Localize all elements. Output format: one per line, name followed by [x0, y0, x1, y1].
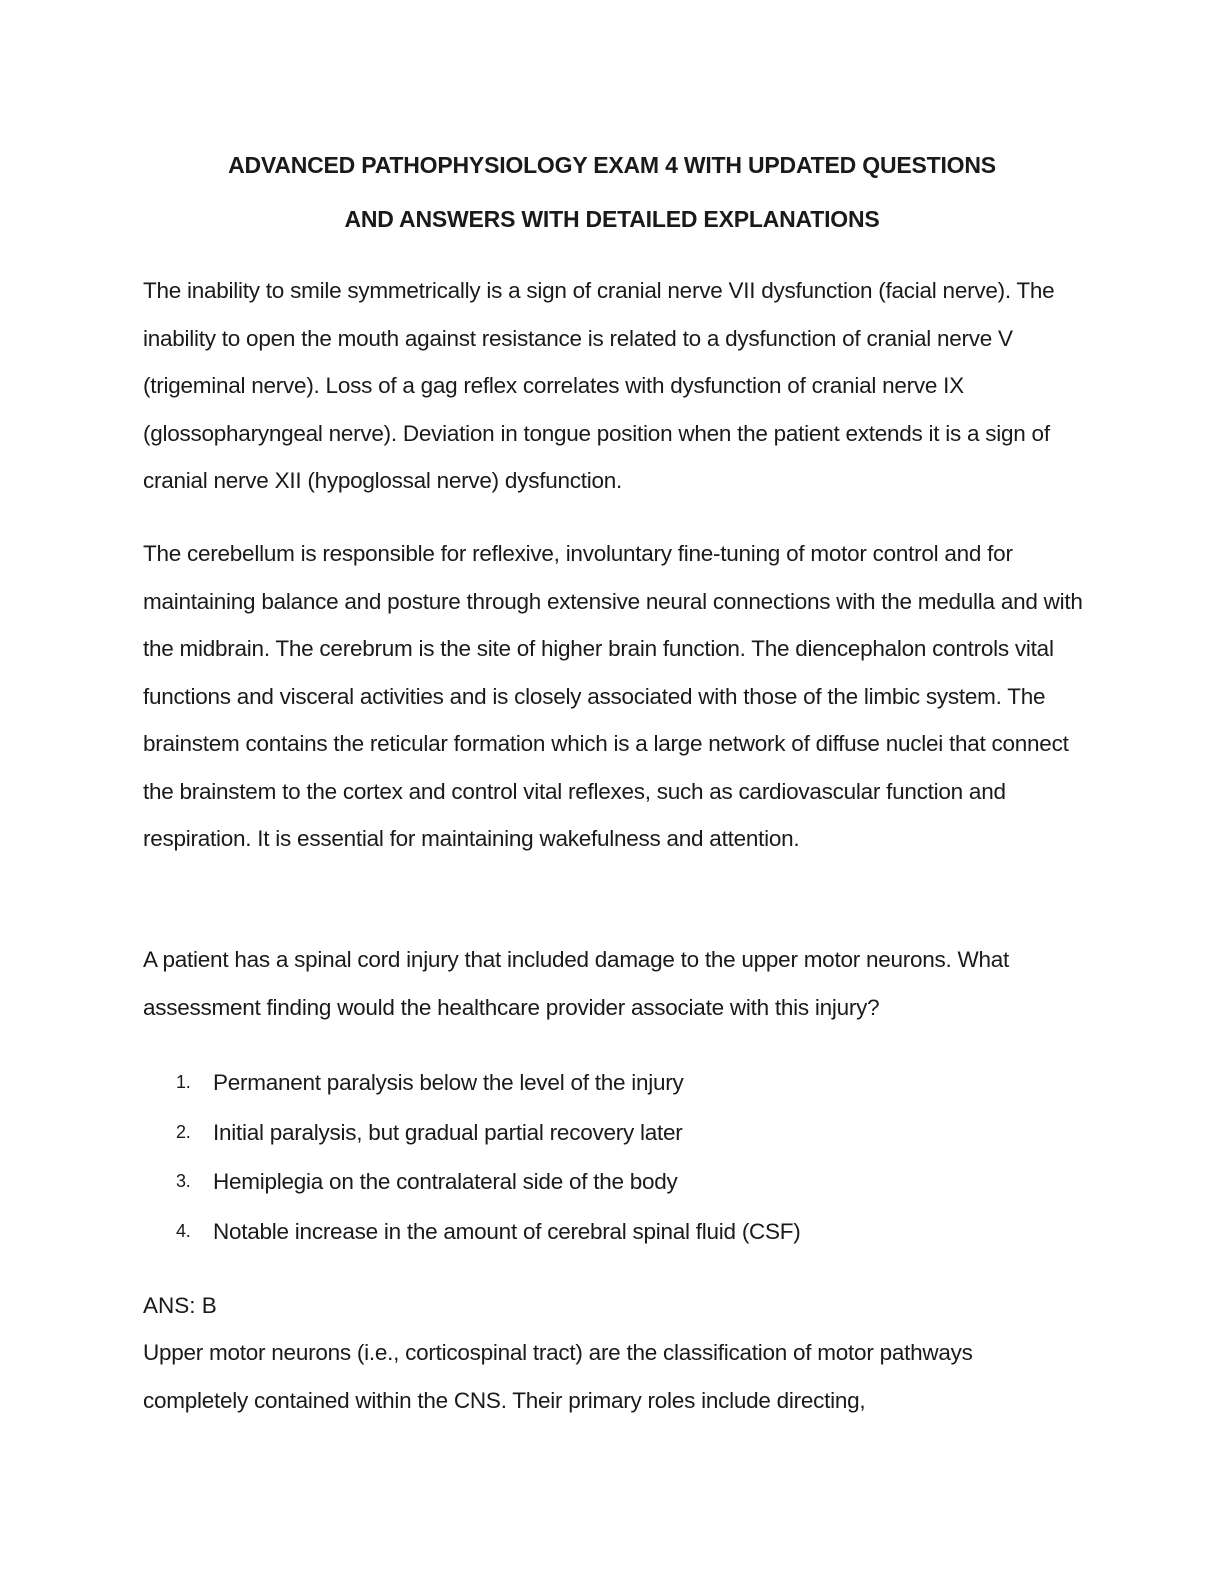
answer-key: ANS: B: [143, 1293, 217, 1318]
option-text: Permanent paralysis below the level of the injury: [213, 1070, 684, 1095]
answer-options-list: [143, 1058, 1083, 1256]
answer-option: [143, 1108, 1083, 1158]
option-number: 4.: [176, 1220, 191, 1241]
document-title: [143, 138, 1081, 246]
title-line-1: ADVANCED PATHOPHYSIOLOGY EXAM 4 WITH UPDATED QUESTIONS: [228, 152, 996, 178]
title-line-2: AND ANSWERS WITH DETAILED EXPLANATIONS: [344, 206, 880, 232]
option-number: 3.: [176, 1171, 191, 1191]
option-number: 1.: [176, 1072, 191, 1092]
option-text: Hemiplegia on the contralateral side of the body: [213, 1169, 678, 1194]
option-number: 2.: [176, 1121, 191, 1142]
answer-option: [143, 1157, 1083, 1207]
answer-option: [143, 1207, 1083, 1257]
question-text: A patient has a spinal cord injury that included damage to the upper motor neurons. What assessment finding would the healthcare provider associate with this injury?: [143, 947, 1010, 1020]
answer-option: [143, 1058, 1083, 1108]
option-text: Notable increase in the amount of cerebral spinal fluid (CSF): [213, 1218, 801, 1244]
paragraph-brain-regions: The cerebellum is responsible for reflexive, involuntary fine-tuning of motor control and for maintaining balance and posture through extensive neural connections with the medulla and with the midbrain. The cerebrum is the site of higher brain function. The diencephalon controls vital functions and visceral activities and is closely associated with those of the limbic system. The brainstem contains the reticular formation which is a large network of diffuse nuclei that connect the brainstem to the cortex and control vital reflexes, such as cardiovascular function and respiration. It is essential for maintaining wakefulness and attention.: [143, 541, 1083, 851]
answer-explanation: Upper motor neurons (i.e., corticospinal tract) are the classification of motor pathways completely contained within the CNS. Their primary roles include directing,: [143, 1340, 973, 1413]
option-text: Initial paralysis, but gradual partial recovery later: [213, 1119, 683, 1145]
paragraph-cranial-nerves: The inability to smile symmetrically is a sign of cranial nerve VII dysfunction (facial nerve). The inability to open the mouth against resistance is related to a dysfunction of cranial nerve V (trigeminal nerve). Loss of a gag reflex correlates with dysfunction of cranial nerve IX (glossopharyngeal nerve). Deviation in tongue position when the patient extends it is a sign of cranial nerve XII (hypoglossal nerve) dysfunction.: [143, 278, 1055, 493]
